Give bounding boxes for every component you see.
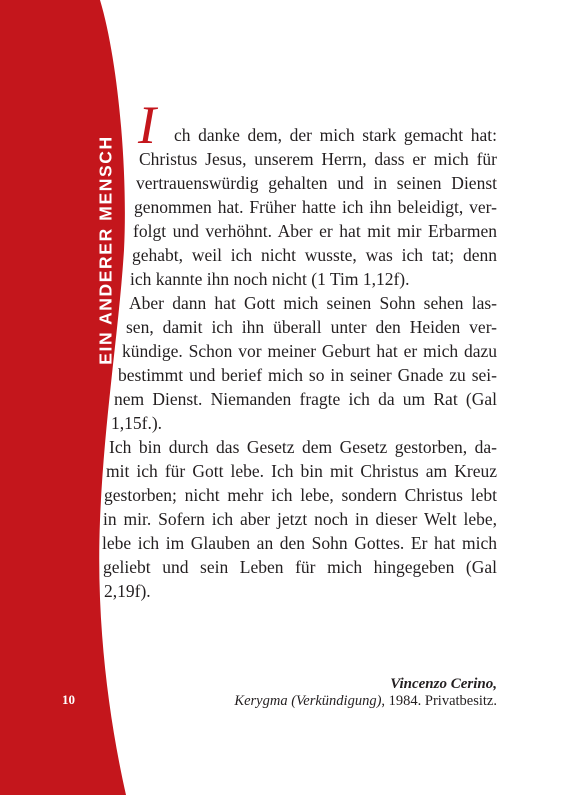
text-line: ch danke dem, der mich stark gemacht hat: bbox=[174, 125, 497, 145]
text-line: gehabt, weil ich nicht wusste, was ich tat; denn bbox=[132, 245, 497, 265]
section-title: EIN ANDERER MENSCH bbox=[95, 135, 116, 365]
drop-cap: I bbox=[138, 95, 156, 155]
text-line: mit ich für Gott lebe. Ich bin mit Christus am Kreuz bbox=[106, 461, 497, 481]
page-number: 10 bbox=[62, 692, 75, 707]
text-line: sen, damit ich ihn überall unter den Heiden ver- bbox=[126, 317, 497, 337]
caption-details: , 1984. Privatbesitz. bbox=[381, 693, 497, 709]
red-band-shape bbox=[0, 0, 126, 795]
text-line: gestorben; nicht mehr ich lebe, sondern Christus lebt bbox=[104, 485, 497, 505]
text-line: 1,15f.). bbox=[111, 413, 163, 433]
caption-work-title: Kerygma (Verkündigung) bbox=[234, 693, 382, 709]
text-line: ich kannte ihn noch nicht (1 Tim 1,12f). bbox=[130, 269, 410, 289]
text-line: in mir. Sofern ich aber jetzt noch in dieser Welt lebe, bbox=[103, 509, 497, 529]
text-line: lebe ich im Glauben an den Sohn Gottes. Er hat mich bbox=[102, 533, 497, 553]
text-line: bestimmt und berief mich so in seiner Gnade zu sei- bbox=[118, 365, 497, 385]
text-line: kündige. Schon vor meiner Geburt hat er mich dazu bbox=[122, 341, 497, 361]
text-line: vertrauenswürdig gehalten und in seinen Dienst bbox=[136, 173, 497, 193]
text-line: geliebt und sein Leben für mich hingegeben (Gal bbox=[103, 557, 497, 577]
text-line: nem Dienst. Niemanden fragte ich da um Rat (Gal bbox=[114, 389, 497, 409]
text-line: 2,19f). bbox=[104, 581, 151, 601]
text-line: folgt und verhöhnt. Aber er hat mit mir Erbarmen bbox=[133, 221, 497, 241]
text-line: genommen hat. Früher hatte ich ihn beleidigt, ver- bbox=[134, 197, 497, 217]
text-line: Christus Jesus, unserem Herrn, dass er mich für bbox=[139, 149, 497, 169]
caption-author: Vincenzo Cerino, bbox=[390, 676, 497, 692]
caption-source bbox=[234, 693, 497, 710]
text-line: Ich bin durch das Gesetz dem Gesetz gestorben, da- bbox=[109, 437, 497, 457]
text-line: Aber dann hat Gott mich seinen Sohn sehen las- bbox=[129, 293, 497, 313]
